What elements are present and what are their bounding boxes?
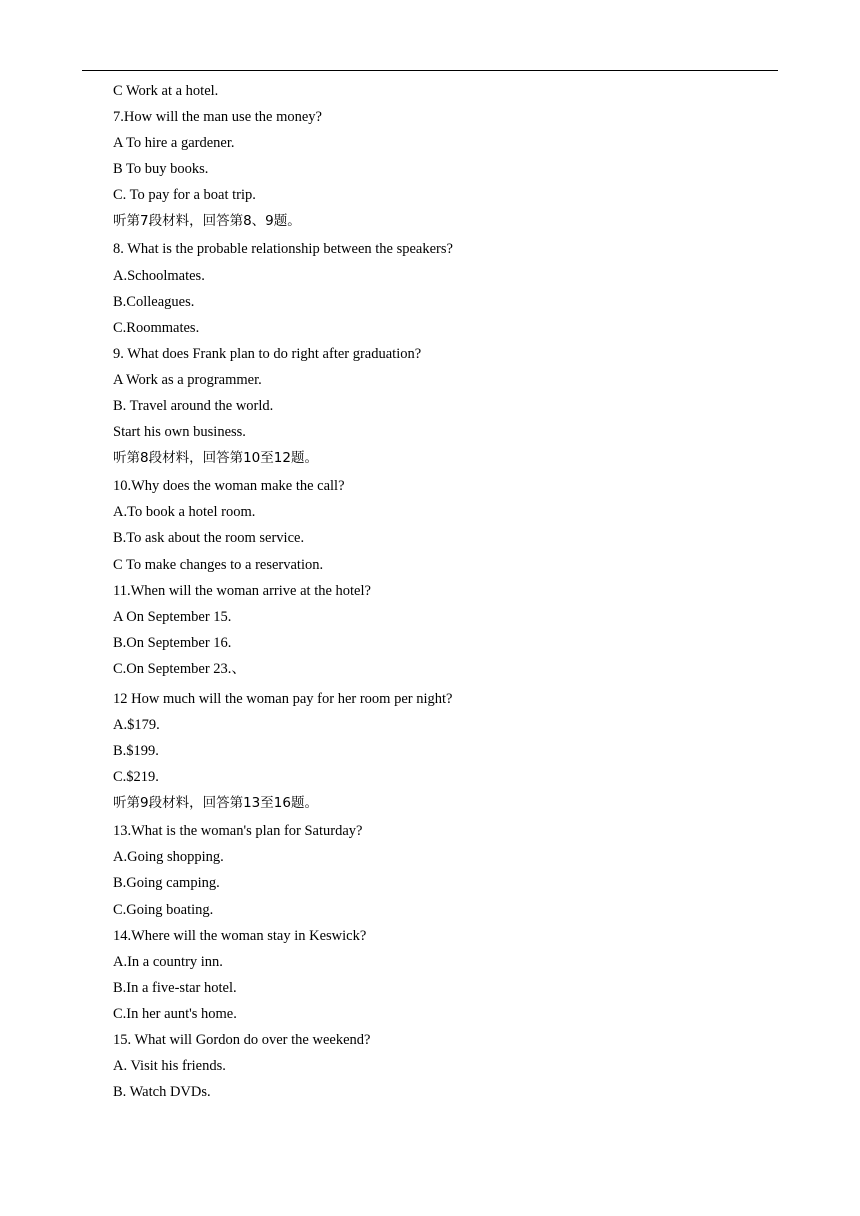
answer-option: A.In a country inn. [113, 953, 223, 970]
answer-option: A.Schoolmates. [113, 267, 205, 284]
answer-option: C.$219. [113, 769, 159, 786]
answer-option: B. Watch DVDs. [113, 1084, 211, 1101]
question-10: 10.Why does the woman make the call? [113, 478, 345, 495]
answer-option: B To buy books. [113, 161, 209, 178]
answer-option: A.To book a hotel room. [113, 504, 256, 521]
question-9: 9. What does Frank plan to do right after graduation? [113, 345, 422, 362]
answer-option: A Work as a programmer. [113, 371, 262, 388]
answer-option: A. Visit his friends. [113, 1058, 226, 1075]
answer-option: B.To ask about the room service. [113, 530, 305, 547]
question-14: 14.Where will the woman stay in Keswick? [113, 927, 367, 944]
answer-option: B.$199. [113, 743, 159, 760]
question-12: 12 How much will the woman pay for her room per night? [113, 690, 453, 707]
answer-option: B.Going camping. [113, 875, 220, 892]
answer-option: C.Going boating. [113, 901, 214, 918]
question-11: 11.When will the woman arrive at the hotel? [113, 582, 371, 599]
section-instruction: 听第7段材料，回答第8、9题。 [113, 213, 301, 230]
answer-option: B. Travel around the world. [113, 398, 274, 415]
answer-option: C.In her aunt's home. [113, 1005, 237, 1022]
question-15: 15. What will Gordon do over the weekend? [113, 1032, 371, 1048]
question-7: 7.How will the man use the money? [113, 109, 322, 126]
answer-option: B.On September 16. [113, 634, 232, 651]
section-instruction: 听第8段材料，回答第10至12题。 [113, 450, 318, 467]
answer-option: A.$179. [113, 716, 160, 733]
answer-option: A On September 15. [113, 608, 232, 625]
answer-option: Start his own business. [113, 424, 246, 441]
document-body [113, 82, 773, 1109]
answer-option: B.Colleagues. [113, 293, 195, 310]
answer-option: A To hire a gardener. [113, 135, 235, 152]
answer-option: C. To pay for a boat trip. [113, 187, 256, 204]
section-instruction: 听第9段材料，回答第13至16题。 [113, 795, 318, 812]
question-8: 8. What is the probable relationship between the speakers? [113, 241, 453, 258]
answer-option: A.Going shopping. [113, 849, 224, 866]
answer-option: B.In a five-star hotel. [113, 979, 237, 996]
question-13: 13.What is the woman's plan for Saturday? [113, 823, 363, 840]
header-rule [82, 70, 778, 71]
answer-option: C.Roommates. [113, 319, 200, 336]
answer-option: C.On September 23.、 [113, 660, 246, 677]
answer-option: C Work at a hotel. [113, 83, 219, 99]
answer-option: C To make changes to a reservation. [113, 556, 324, 573]
